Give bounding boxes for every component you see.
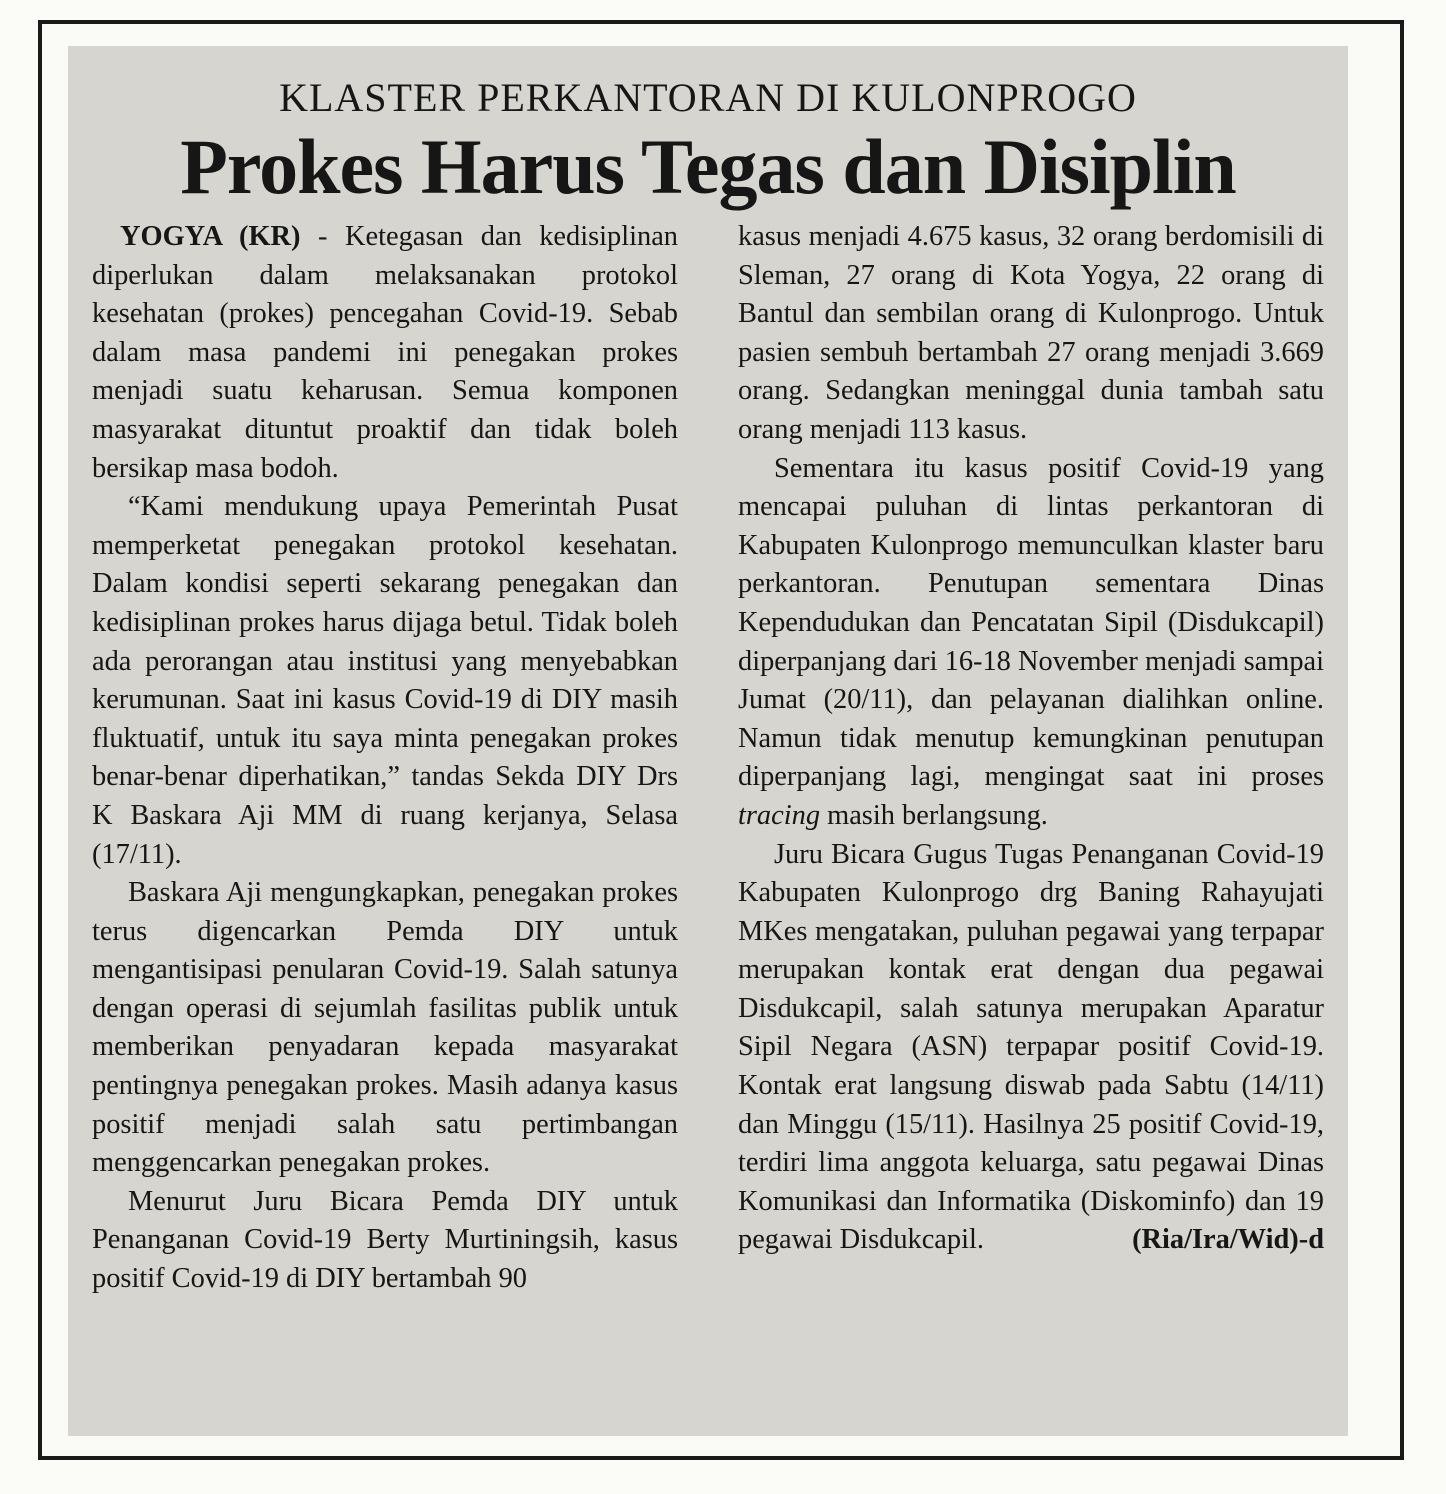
- paragraph: “Kami mendukung upaya Pemerintah Pusat memperketat penegakan protokol kesehatan. Dalam kondisi seperti sekarang penegakan dan kedisiplinan prokes harus dijaga betul. Tidak boleh ada perorangan atau institusi yang menyebabkan kerumunan. Saat ini kasus Covid-19 di DIY masih fluktuatif, untuk itu saya minta penegakan prokes benar-benar diperhatikan,” tandas Sekda DIY Drs K Baskara Aji MM di ruang kerjanya, Selasa (17/11).: [92, 491, 678, 870]
- paragraph: Baskara Aji mengungkapkan, penegakan prokes terus digencarkan Pemda DIY untuk mengantisipasi penularan Covid-19. Salah satunya dengan operasi di sejumlah fasilitas publik untuk memberikan penyadaran kepada masyarakat pentingnya penegakan prokes. Masih adanya kasus positif menjadi salah satu pertimbangan menggencarkan penegakan prokes.: [92, 877, 678, 1179]
- paragraph: Menurut Juru Bicara Pemda DIY untuk Penanganan Covid-19 Berty Murtiningsih, kasus positif Covid-19 di DIY bertambah 90: [92, 1185, 678, 1295]
- kicker: KLASTER PERKANTORAN DI KULONPROGO: [279, 75, 1137, 120]
- author-credit: (Ria/Ira/Wid)-d: [1132, 1224, 1324, 1256]
- paragraph-text: - Ketegasan dan kedisiplinan diperlukan dalam melaksanakan protokol kesehatan (prokes) pencegahan Covid-19. Sebab dalam masa pandemi ini penegakan prokes menjadi suatu keharusan. Semua komponen masyarakat dituntut proaktif dan tidak boleh bersikap masa bodoh.: [92, 221, 678, 484]
- column-left: [92, 218, 678, 1299]
- paragraph-text: Sementara itu kasus positif Covid-19 yang mencapai puluhan di lintas perkantoran di Kabupaten Kulonprogo memunculkan klaster baru perkantoran. Penutupan sementara Dinas Kependudukan dan Pencatatan Sipil (Disdukcapil) diperpanjang dari 16-18 November menjadi sampai Jumat (20/11), dan pelayanan dialihkan online. Namun tidak menutup kemungkinan penutupan diperpanjang lagi, mengingat saat ini proses: [738, 452, 1324, 793]
- headline: Prokes Harus Tegas dan Disiplin: [180, 123, 1236, 210]
- paragraph: [92, 218, 678, 488]
- paragraph-text: masih berlangsung.: [820, 799, 1048, 831]
- article: [92, 62, 1324, 1427]
- paragraph: [738, 836, 1324, 1261]
- dateline: YOGYA (KR): [120, 221, 301, 252]
- italic-term: tracing: [738, 799, 821, 831]
- article-columns: [92, 218, 1324, 1299]
- paragraph: [738, 450, 1324, 836]
- paragraph-text: Juru Bicara Gugus Tugas Penanganan Covid-19 Kabupaten Kulonprogo drg Baning Rahayujati MKes mengatakan, puluhan pegawai yang terpapar merupakan kontak erat dengan dua pegawai Disdukcapil, salah satunya merupakan Aparatur Sipil Negara (ASN) terpapar positif Covid-19. Kontak erat langsung diswab pada Sabtu (14/11) dan Minggu (15/11). Hasilnya 25 positif Covid-19, terdiri lima anggota keluarga, satu pegawai Dinas Komunikasi dan Informatika (Diskominfo) dan 19 pegawai Disdukcapil.: [738, 838, 1324, 1256]
- column-right: [738, 218, 1324, 1299]
- paragraph: kasus menjadi 4.675 kasus, 32 orang berdomisili di Sleman, 27 orang di Kota Yogya, 22 orang di Bantul dan sembilan orang di Kulonprogo. Untuk pasien sembuh bertambah 27 orang menjadi 3.669 orang. Sedangkan meninggal dunia tambah satu orang menjadi 113 kasus.: [738, 221, 1324, 445]
